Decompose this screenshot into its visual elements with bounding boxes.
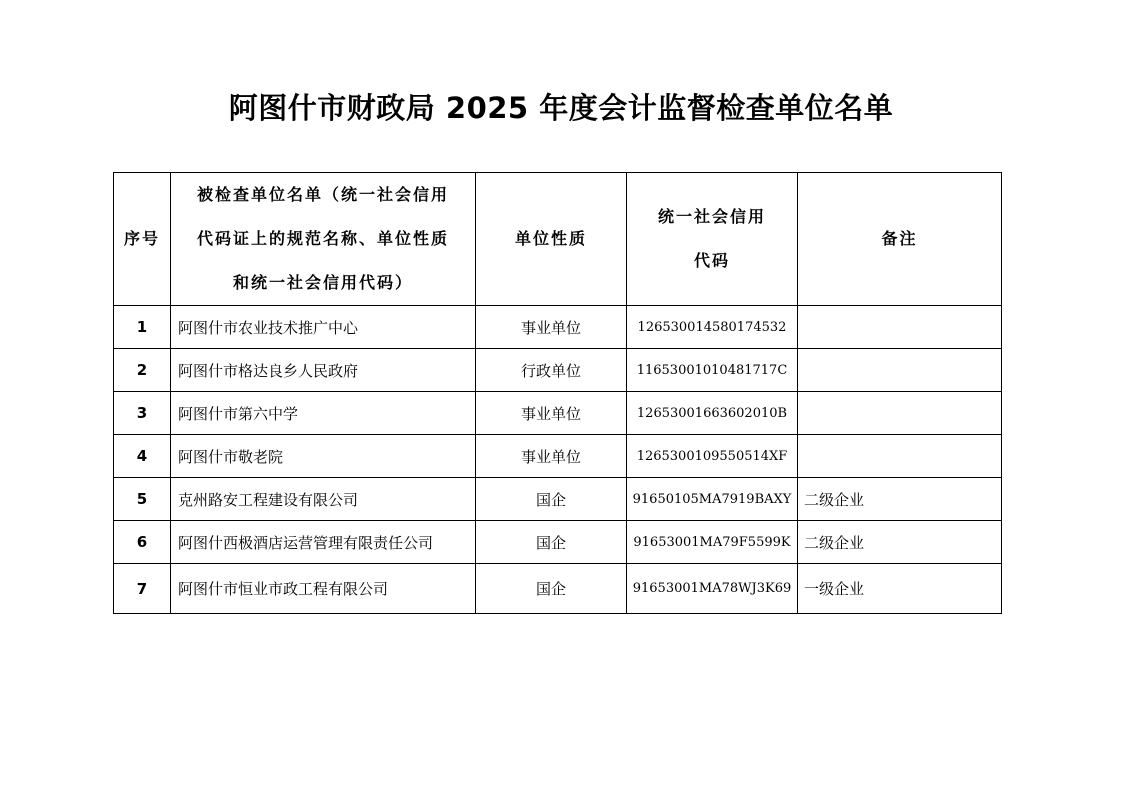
header-credit-code — [627, 173, 798, 306]
table-row — [114, 564, 1002, 614]
header-credit-code-line1: 统一社会信用 — [657, 207, 766, 226]
header-unit-name-line2: 代码证上的规范名称、单位性质 — [196, 229, 449, 248]
page-title: 阿图什市财政局 2025 年度会计监督检查单位名单 — [228, 91, 894, 125]
row-seq: 4 — [114, 435, 171, 478]
header-seq: 序号 — [114, 173, 171, 306]
row-credit-code: 126530014580174532 — [627, 306, 798, 349]
header-unit-name-line3: 和统一社会信用代码） — [232, 273, 413, 292]
header-remark: 备注 — [798, 173, 1002, 306]
row-unit-nature: 行政单位 — [476, 349, 627, 392]
row-credit-code: 1265300109550514XF — [627, 435, 798, 478]
table-row — [114, 392, 1002, 435]
table-header-row — [114, 173, 1002, 306]
row-unit-nature: 事业单位 — [476, 306, 627, 349]
row-remark: 二级企业 — [798, 478, 1002, 521]
row-seq: 1 — [114, 306, 171, 349]
row-unit-name: 阿图什市恒业市政工程有限公司 — [171, 564, 476, 614]
inspection-table — [113, 172, 1002, 614]
row-credit-code: 91653001MA78WJ3K69 — [627, 564, 798, 614]
table-row — [114, 349, 1002, 392]
row-unit-nature: 事业单位 — [476, 435, 627, 478]
row-unit-name: 阿图什市敬老院 — [171, 435, 476, 478]
row-remark — [798, 306, 1002, 349]
table-row — [114, 521, 1002, 564]
row-credit-code: 91653001MA79F5599K — [627, 521, 798, 564]
row-unit-name: 阿图什市格达良乡人民政府 — [171, 349, 476, 392]
row-seq: 2 — [114, 349, 171, 392]
header-unit-name — [171, 173, 476, 306]
row-unit-nature: 事业单位 — [476, 392, 627, 435]
row-seq: 5 — [114, 478, 171, 521]
row-seq: 3 — [114, 392, 171, 435]
row-remark — [798, 435, 1002, 478]
row-remark — [798, 349, 1002, 392]
header-credit-code-line2: 代码 — [693, 251, 730, 270]
header-unit-nature: 单位性质 — [476, 173, 627, 306]
row-unit-name: 阿图什市农业技术推广中心 — [171, 306, 476, 349]
row-unit-name: 阿图什西极酒店运营管理有限责任公司 — [171, 521, 476, 564]
table-row — [114, 435, 1002, 478]
row-unit-nature: 国企 — [476, 564, 627, 614]
row-unit-name: 克州路安工程建设有限公司 — [171, 478, 476, 521]
table-row — [114, 478, 1002, 521]
row-seq: 6 — [114, 521, 171, 564]
row-credit-code: 91650105MA7919BAXY — [627, 478, 798, 521]
row-unit-nature: 国企 — [476, 478, 627, 521]
row-unit-nature: 国企 — [476, 521, 627, 564]
row-remark — [798, 392, 1002, 435]
row-unit-name: 阿图什市第六中学 — [171, 392, 476, 435]
row-remark: 二级企业 — [798, 521, 1002, 564]
table-row — [114, 306, 1002, 349]
row-credit-code: 11653001010481717C — [627, 349, 798, 392]
header-unit-name-line1: 被检查单位名单（统一社会信用 — [196, 185, 449, 204]
row-credit-code: 12653001663602010B — [627, 392, 798, 435]
row-remark: 一级企业 — [798, 564, 1002, 614]
row-seq: 7 — [114, 564, 171, 614]
